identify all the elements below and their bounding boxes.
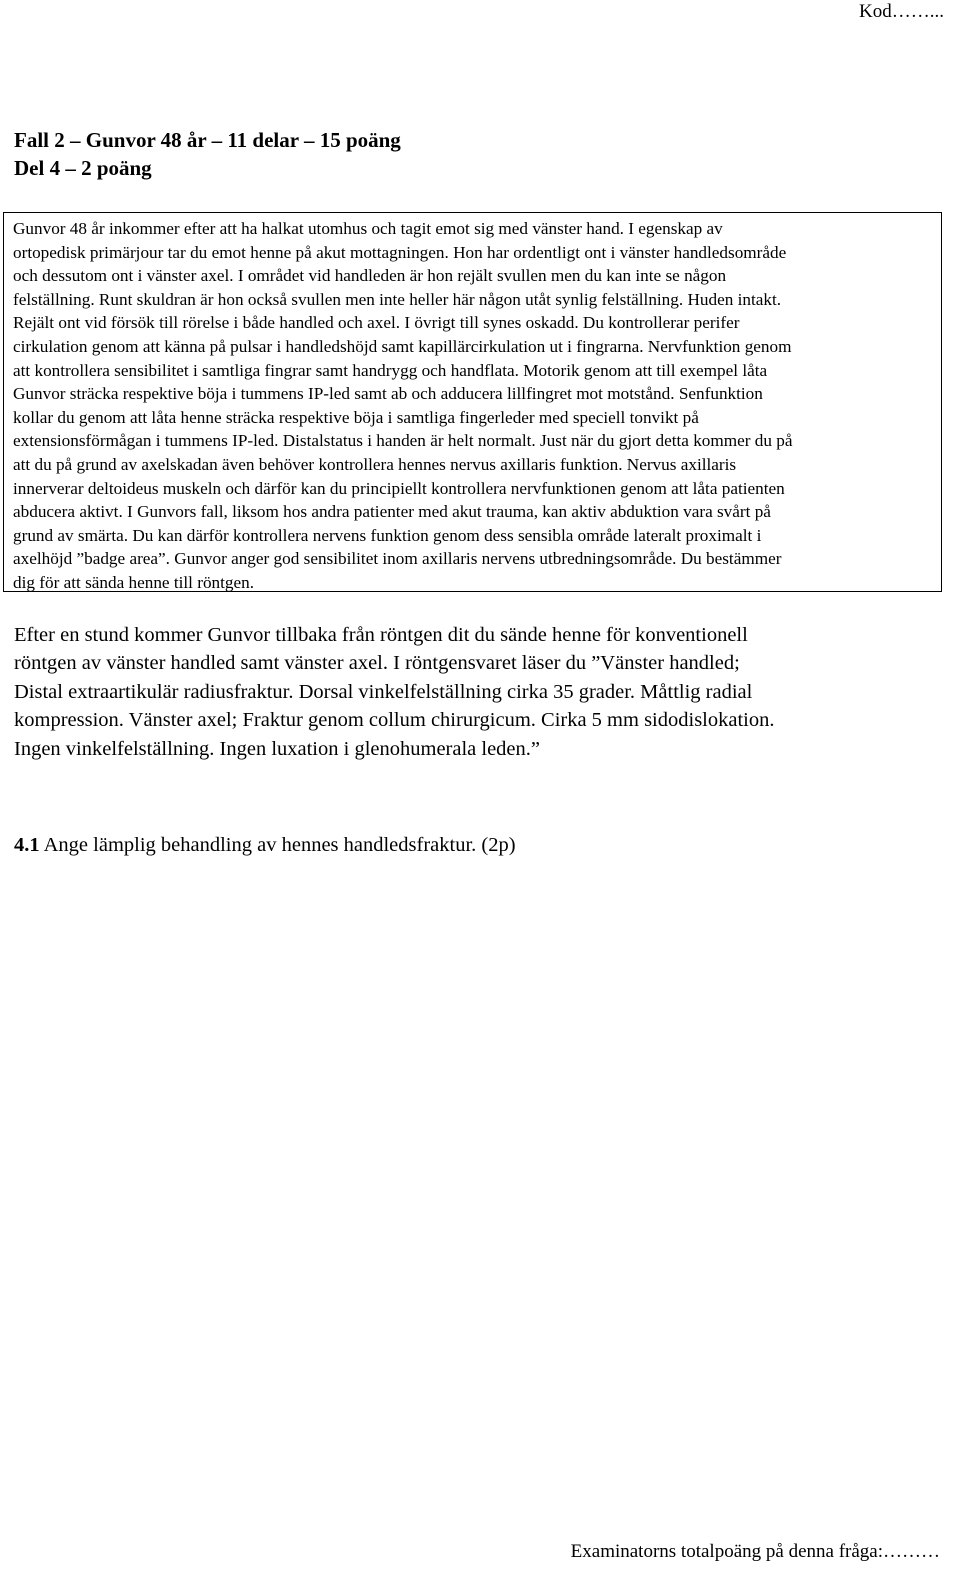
case-text-line: att du på grund av axelskadan även behöver kontrollera hennes nervus axillaris funktion. Nervus axillaris xyxy=(13,454,737,474)
case-text-line: och dessutom ont i vänster axel. I området vid handleden är hon rejält svullen men du kan inte se någon xyxy=(13,266,727,286)
case-text-line: felställning. Runt skuldran är hon också svullen men inte heller här någon utåt synlig felställning. Huden intakt. xyxy=(13,289,782,309)
case-text-line: abducera aktivt. I Gunvors fall, liksom hos andra patienter med akut trauma, kan aktiv abduktion vara svårt på xyxy=(13,502,771,522)
exam-code-label: Kod……... xyxy=(859,1,944,22)
case-title-line: Fall 2 – Gunvor 48 år – 11 delar – 15 poäng xyxy=(14,128,401,152)
followup-text-line: Distal extraartikulär radiusfraktur. Dorsal vinkelfelställning cirka 35 grader. Måttlig radial xyxy=(14,680,753,703)
case-text-line: kollar du genom att låta henne sträcka respektive böja i samtliga fingerleder med speciell tonvikt på xyxy=(13,407,699,427)
case-text-line: axelhöjd ”badge area”. Gunvor anger god sensibilitet inom axillaris nervens utbredningsområde. Du bestämmer xyxy=(13,549,782,569)
followup-text-line: Efter en stund kommer Gunvor tillbaka från röntgen dit du sände henne för konventionell xyxy=(14,624,748,646)
case-text-line: Rejält ont vid försök till rörelse i både handled och axel. I övrigt till synes oskadd. Du kontrollerar perifer xyxy=(13,313,740,333)
question-text: Ange lämplig behandling av hennes handledsfraktur. (2p) xyxy=(39,834,516,856)
followup-text-line: kompression. Vänster axel; Fraktur genom collum chirurgicum. Cirka 5 mm sidodislokation. xyxy=(14,709,775,732)
followup-text-line: Ingen vinkelfelställning. Ingen luxation i glenohumerala leden.” xyxy=(14,737,541,760)
followup-text-line: röntgen av vänster handled samt vänster axel. I röntgensvaret läser du ”Vänster handled; xyxy=(14,652,740,675)
part-title-line: Del 4 – 2 poäng xyxy=(14,156,152,180)
case-text-line: cirkulation genom att känna på pulsar i handledshöjd samt kapillärcirkulation ut i fingrarna. Nervfunktion genom xyxy=(13,336,792,356)
case-description-box xyxy=(3,212,942,592)
case-text-line: dig för att sända henne till röntgen. xyxy=(13,572,255,592)
case-text-line: Gunvor sträcka respektive böja i tummens IP-led samt ab och adducera lillfingret mot motstånd. Senfunktion xyxy=(13,384,763,404)
case-text-line: Gunvor 48 år inkommer efter att ha halkat utomhus och tagit emot sig med vänster hand. I egenskap av xyxy=(13,219,723,238)
examiner-score-label: Examinatorns totalpoäng på denna fråga:……… xyxy=(570,1541,940,1562)
question-4-1 xyxy=(14,831,516,859)
case-title xyxy=(14,126,401,182)
xray-followup-text xyxy=(14,621,774,763)
case-text-line: att kontrollera sensibilitet i samtliga fingrar samt handrygg och handflata. Motorik genom att till exempel låta xyxy=(13,360,768,380)
case-text-line: grund av smärta. Du kan därför kontrollera nervens funktion genom dess sensibla område lateralt proximalt i xyxy=(13,525,762,545)
case-text-line: innerverar deltoideus muskeln och därför kan du principiellt kontrollera nervfunktionen genom att låta patienten xyxy=(13,478,785,498)
case-text-line: extensionsförmågan i tummens IP-led. Distalstatus i handen är helt normalt. Just när du gjort detta kommer du på xyxy=(13,431,793,451)
question-number: 4.1 xyxy=(14,834,40,856)
case-text-line: ortopedisk primärjour tar du emot henne på akut mottagningen. Hon har ordentligt ont i vänster handledsområde xyxy=(13,242,787,262)
